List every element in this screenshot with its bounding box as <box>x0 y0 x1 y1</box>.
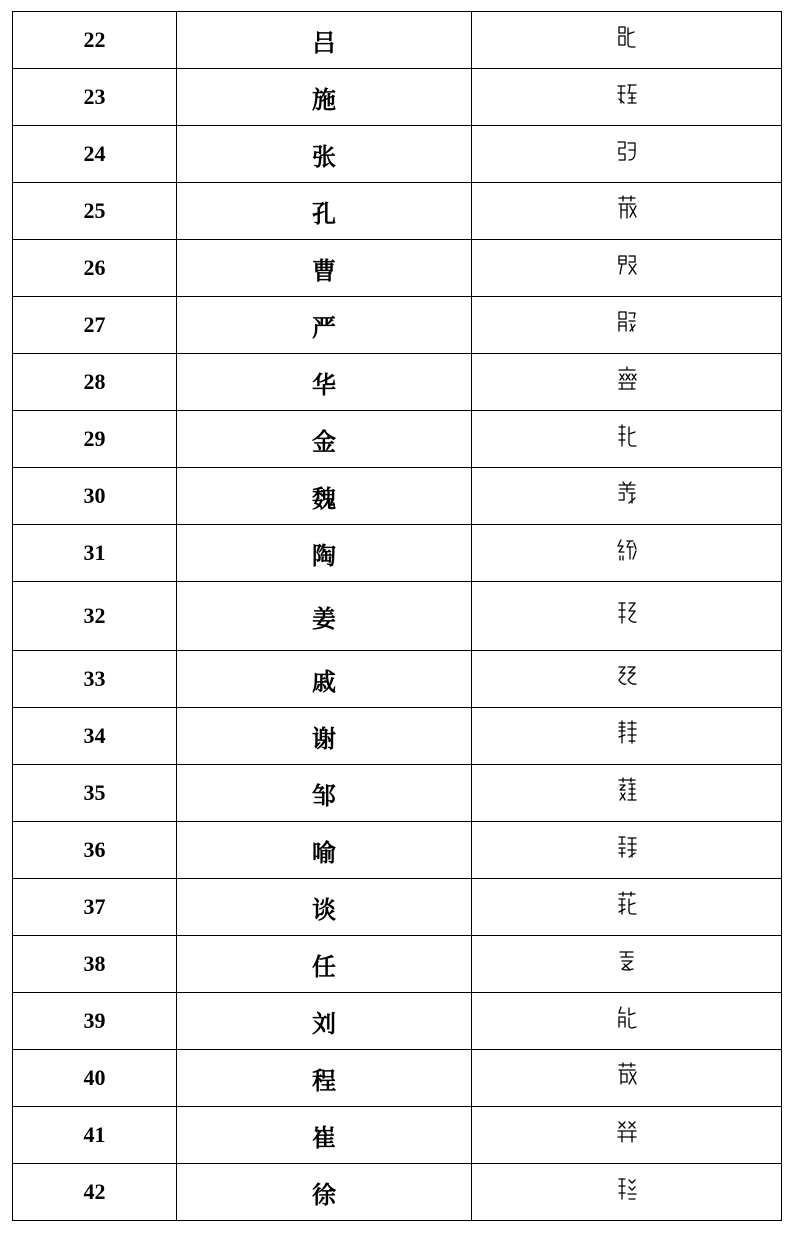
row-number: 42 <box>13 1164 177 1221</box>
surname-character: 徐 <box>177 1164 472 1221</box>
script-glyph-icon <box>616 309 638 335</box>
surname-character: 曹 <box>177 240 472 297</box>
table-row <box>13 126 782 183</box>
script-glyph-cell <box>472 354 782 411</box>
row-number: 22 <box>13 12 177 69</box>
script-glyph-icon <box>616 1062 638 1088</box>
surname-character: 华 <box>177 354 472 411</box>
script-glyph-icon <box>616 1176 638 1202</box>
surname-character: 施 <box>177 69 472 126</box>
surname-character: 刘 <box>177 993 472 1050</box>
script-glyph-cell <box>472 69 782 126</box>
script-glyph-cell <box>472 240 782 297</box>
table-row <box>13 993 782 1050</box>
table-row <box>13 12 782 69</box>
surname-table-body <box>13 12 782 1221</box>
row-number: 32 <box>13 582 177 651</box>
row-number: 23 <box>13 69 177 126</box>
table-row <box>13 354 782 411</box>
table-row <box>13 822 782 879</box>
surname-character: 孔 <box>177 183 472 240</box>
script-glyph-cell <box>472 765 782 822</box>
table-row <box>13 297 782 354</box>
script-glyph-cell <box>472 411 782 468</box>
row-number: 29 <box>13 411 177 468</box>
script-glyph-icon <box>616 366 638 392</box>
script-glyph-icon <box>616 777 638 803</box>
script-glyph-icon <box>616 834 638 860</box>
row-number: 36 <box>13 822 177 879</box>
script-glyph-icon <box>616 663 638 689</box>
surname-character: 谈 <box>177 879 472 936</box>
script-glyph-icon <box>616 480 638 506</box>
script-glyph-cell <box>472 822 782 879</box>
row-number: 30 <box>13 468 177 525</box>
surname-character: 任 <box>177 936 472 993</box>
script-glyph-icon <box>616 81 638 107</box>
surname-character: 程 <box>177 1050 472 1107</box>
table-row <box>13 183 782 240</box>
script-glyph-cell <box>472 582 782 651</box>
table-row <box>13 69 782 126</box>
script-glyph-cell <box>472 993 782 1050</box>
surname-character: 金 <box>177 411 472 468</box>
table-row <box>13 1164 782 1221</box>
script-glyph-cell <box>472 1050 782 1107</box>
script-glyph-icon <box>616 24 638 50</box>
row-number: 39 <box>13 993 177 1050</box>
table-row <box>13 468 782 525</box>
script-glyph-icon <box>616 891 638 917</box>
surname-table <box>12 11 782 1221</box>
surname-character: 严 <box>177 297 472 354</box>
script-glyph-cell <box>472 525 782 582</box>
script-glyph-cell <box>472 1107 782 1164</box>
script-glyph-cell <box>472 468 782 525</box>
script-glyph-icon <box>616 138 638 164</box>
script-glyph-cell <box>472 936 782 993</box>
row-number: 40 <box>13 1050 177 1107</box>
table-row <box>13 651 782 708</box>
row-number: 37 <box>13 879 177 936</box>
row-number: 35 <box>13 765 177 822</box>
row-number: 27 <box>13 297 177 354</box>
surname-character: 姜 <box>177 582 472 651</box>
script-glyph-cell <box>472 879 782 936</box>
table-row <box>13 1107 782 1164</box>
table-row <box>13 765 782 822</box>
surname-character: 谢 <box>177 708 472 765</box>
script-glyph-cell <box>472 651 782 708</box>
script-glyph-icon <box>616 252 638 278</box>
script-glyph-icon <box>616 195 638 221</box>
surname-character: 张 <box>177 126 472 183</box>
row-number: 28 <box>13 354 177 411</box>
script-glyph-cell <box>472 297 782 354</box>
table-row <box>13 879 782 936</box>
row-number: 34 <box>13 708 177 765</box>
script-glyph-cell <box>472 12 782 69</box>
table-row <box>13 240 782 297</box>
row-number: 38 <box>13 936 177 993</box>
row-number: 25 <box>13 183 177 240</box>
script-glyph-cell <box>472 1164 782 1221</box>
script-glyph-icon <box>616 720 638 746</box>
script-glyph-icon <box>616 537 638 563</box>
script-glyph-icon <box>616 1119 638 1145</box>
table-row <box>13 582 782 651</box>
table-row <box>13 936 782 993</box>
row-number: 24 <box>13 126 177 183</box>
script-glyph-cell <box>472 126 782 183</box>
table-row <box>13 1050 782 1107</box>
surname-character: 陶 <box>177 525 472 582</box>
row-number: 41 <box>13 1107 177 1164</box>
row-number: 31 <box>13 525 177 582</box>
script-glyph-cell <box>472 708 782 765</box>
table-row <box>13 708 782 765</box>
row-number: 33 <box>13 651 177 708</box>
surname-character: 崔 <box>177 1107 472 1164</box>
script-glyph-cell <box>472 183 782 240</box>
table-row <box>13 411 782 468</box>
surname-character: 戚 <box>177 651 472 708</box>
script-glyph-icon <box>616 423 638 449</box>
table-row <box>13 525 782 582</box>
script-glyph-icon <box>616 1005 638 1031</box>
row-number: 26 <box>13 240 177 297</box>
script-glyph-icon <box>616 948 638 974</box>
surname-character: 吕 <box>177 12 472 69</box>
script-glyph-icon <box>616 600 638 626</box>
surname-character: 魏 <box>177 468 472 525</box>
surname-character: 喻 <box>177 822 472 879</box>
surname-character: 邹 <box>177 765 472 822</box>
